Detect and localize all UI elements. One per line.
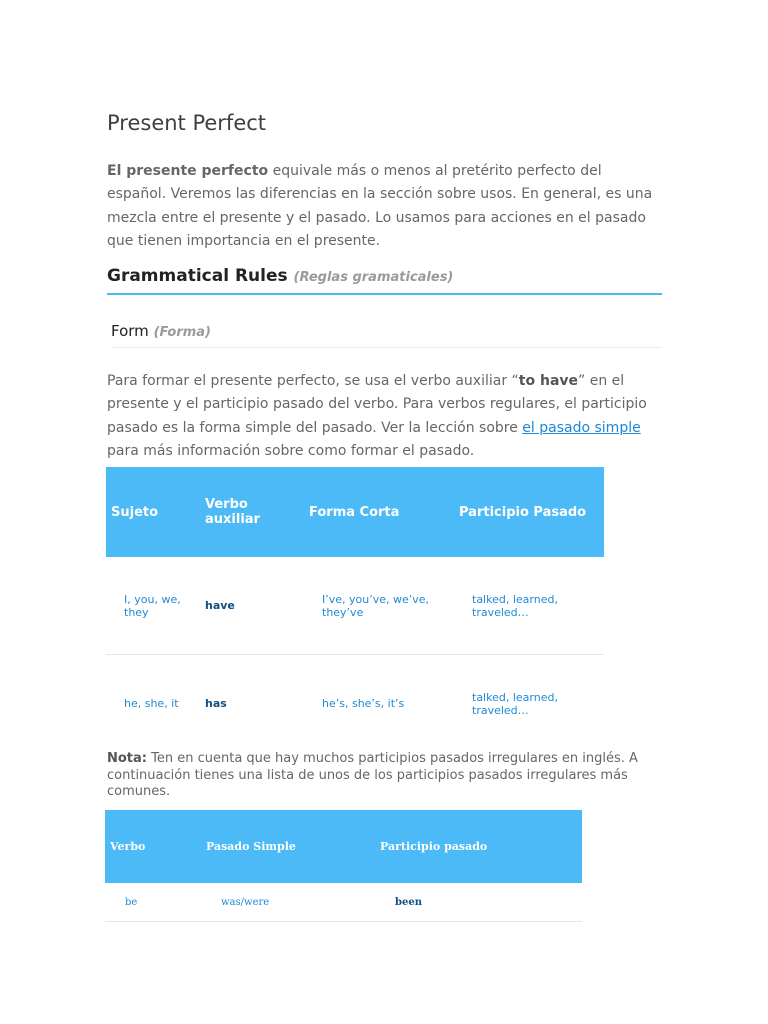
note-label: Nota: [107, 751, 147, 766]
table-row [106, 655, 604, 753]
irregular-participles-table [105, 810, 582, 922]
form-text-2: ” en el presente y el participio pasado del verbo. Para verbos regulares, el participio pasado es la forma simple del pasado. Ver la lección sobre [107, 373, 647, 436]
cell-short-form: I’ve, you’ve, we’ve, they’ve [304, 557, 454, 655]
header-sujeto: Sujeto [106, 467, 200, 557]
cell-participle: talked, learned, traveled… [454, 557, 604, 655]
cell-subject: I, you, we, they [106, 557, 200, 655]
header-verbo-auxiliar: Verbo auxiliar [200, 467, 304, 557]
header-participio-pasado: Participio Pasado [454, 467, 604, 557]
table-header-row [105, 810, 582, 883]
page-title: Present Perfect [107, 111, 267, 135]
form-bold-to-have: to have [518, 373, 579, 389]
subsection-heading-subtitle: (Forma) [153, 325, 211, 340]
intro-text: equivale más o menos al pretérito perfecto del español. Veremos las diferencias en la sección sobre usos. En general, es una mezcla entre el presente y el pasado. Lo usamos para acciones en el pasado que tienen importancia en el presente. [107, 163, 653, 249]
cell-short-form: he’s, she’s, it’s [322, 697, 405, 710]
section-heading-subtitle: (Reglas gramaticales) [293, 270, 454, 285]
note-text: Ten en cuenta que hay muchos participios pasados irregulares en inglés. A continuación tienes una lista de unos de los participios pasados irregulares más comunes. [107, 751, 638, 799]
section-heading-grammatical-rules [107, 266, 662, 295]
note-paragraph [107, 751, 667, 801]
form-paragraph [107, 370, 662, 463]
cell-past-participle: been [375, 883, 582, 922]
pasado-simple-link[interactable]: el pasado simple [522, 419, 641, 436]
cell-subject: he, she, it [124, 697, 179, 710]
intro-bold-term: El presente perfecto [107, 163, 269, 179]
header-pasado-simple: Pasado Simple [201, 810, 375, 883]
subsection-heading-label: Form [111, 322, 149, 340]
section-heading-label: Grammatical Rules [107, 266, 288, 286]
table-row [105, 883, 582, 922]
table-header-row [106, 467, 604, 557]
cell-auxiliary: has [205, 697, 227, 710]
cell-simple-past: was/were [201, 883, 375, 922]
cell-auxiliary: have [200, 557, 304, 655]
header-participio-pasado: Participio pasado [375, 810, 582, 883]
cell-verb: be [105, 883, 201, 922]
form-text-1: Para formar el presente perfecto, se usa el verbo auxiliar “ [107, 373, 519, 389]
header-forma-corta: Forma Corta [304, 467, 454, 557]
header-verbo: Verbo [105, 810, 201, 883]
intro-paragraph [107, 160, 662, 253]
cell-participle: talked, learned, traveled… [472, 690, 558, 717]
subsection-heading-form [111, 322, 662, 348]
form-text-3: para más información sobre como formar el pasado. [107, 442, 475, 459]
present-perfect-table [106, 467, 604, 752]
table-row [106, 557, 604, 655]
